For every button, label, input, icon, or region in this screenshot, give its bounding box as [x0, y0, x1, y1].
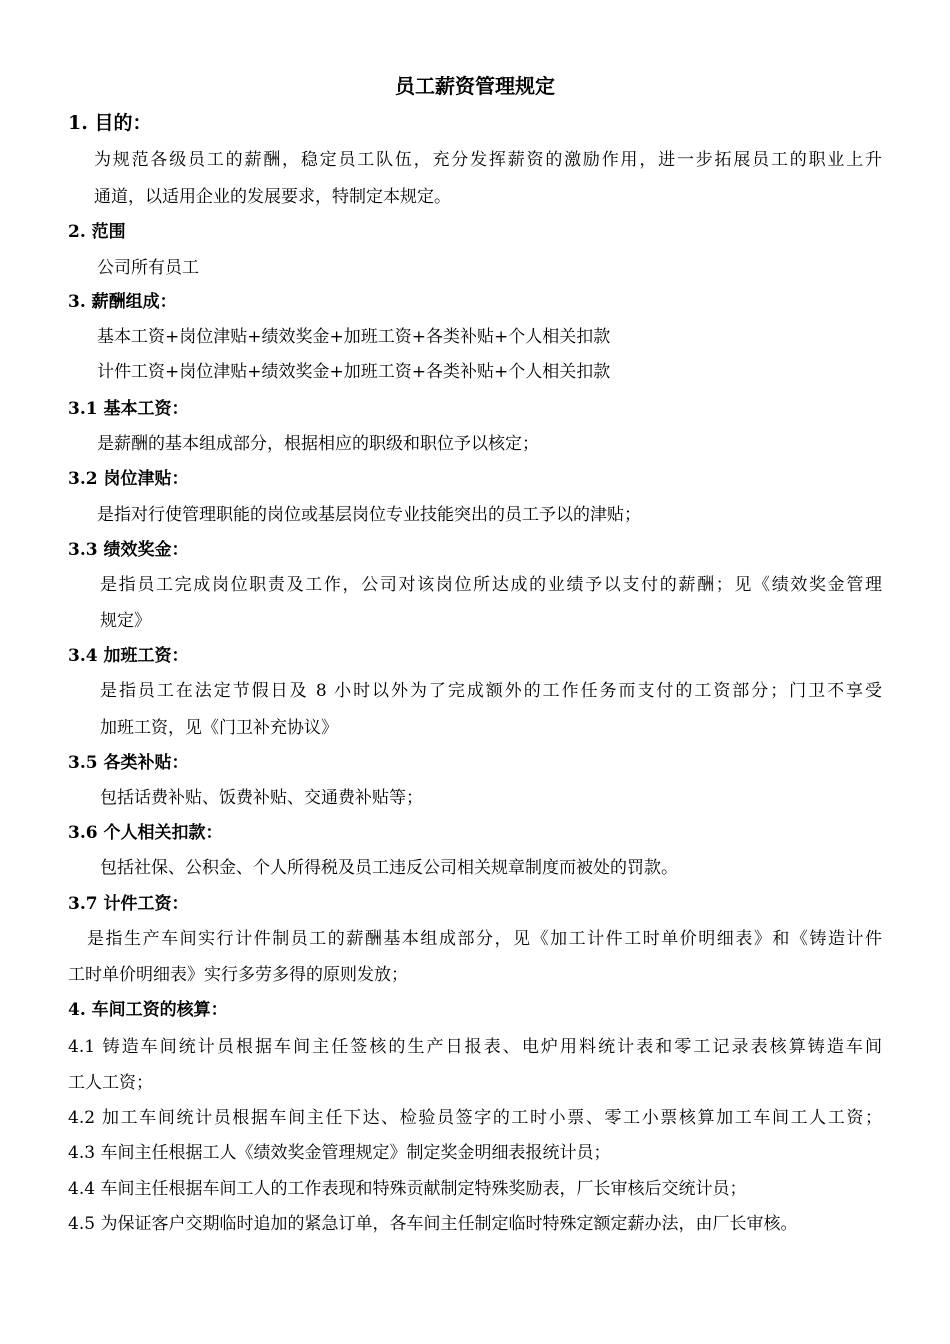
section-3-2-heading: 3.2 岗位津贴：: [68, 469, 189, 489]
section-3-4-paragraph-line-2: 加班工资，见《门卫补充协议》: [100, 718, 338, 738]
section-3-3-heading: 3.3 绩效奖金：: [68, 540, 189, 560]
section-3-5-paragraph: 包括话费补贴、饭费补贴、交通费补贴等；: [100, 788, 423, 808]
section-1-paragraph-line-2: 通道，以适用企业的发展要求，特制定本规定。: [94, 187, 451, 207]
section-4-item-5: 4.5 为保证客户交期临时追加的紧急订单，各车间主任制定临时特殊定额定薪办法，由厂长审核。: [68, 1214, 798, 1234]
section-2-paragraph: 公司所有员工: [97, 258, 199, 278]
section-1-heading: 1. 目的：: [68, 112, 152, 134]
section-3-7-paragraph-line-1: 是指生产车间实行计件制员工的薪酬基本组成部分，见《加工计件工时单价明细表》和《铸造计件: [87, 929, 882, 949]
section-3-6-paragraph: 包括社保、公积金、个人所得税及员工违反公司相关规章制度而被处的罚款。: [100, 858, 678, 878]
section-1-paragraph-line-1: 为规范各级员工的薪酬，稳定员工队伍，充分发挥薪资的激励作用，进一步拓展员工的职业上升: [94, 150, 882, 170]
section-4-item-1-line-1: 4.1 铸造车间统计员根据车间主任签核的生产日报表、电炉用料统计表和零工记录表核算铸造车间: [68, 1037, 882, 1057]
section-3-2-paragraph: 是指对行使管理职能的岗位或基层岗位专业技能突出的员工予以的津贴；: [97, 505, 641, 525]
section-4-item-1-line-2: 工人工资；: [68, 1073, 153, 1093]
section-3-6-heading: 3.6 个人相关扣款：: [68, 823, 223, 843]
section-3-1-paragraph: 是薪酬的基本组成部分，根据相应的职级和职位予以核定；: [97, 434, 539, 454]
section-3-3-paragraph-line-2: 规定》: [100, 611, 151, 631]
section-3-7-paragraph-line-2: 工时单价明细表》实行多劳多得的原则发放；: [68, 965, 408, 985]
section-3-3-paragraph-line-1: 是指员工完成岗位职责及工作，公司对该岗位所达成的业绩予以支付的薪酬；见《绩效奖金管理: [100, 575, 882, 595]
section-4-item-4: 4.4 车间主任根据车间工人的工作表现和特殊贡献制定特殊奖励表，厂长审核后交统计员；: [68, 1179, 747, 1199]
section-3-5-heading: 3.5 各类补贴：: [68, 753, 189, 773]
section-3-4-heading: 3.4 加班工资：: [68, 646, 189, 666]
page-title: 员工薪资管理规定: [395, 74, 555, 98]
section-3-formula-1: 基本工资+岗位津贴+绩效奖金+加班工资+各类补贴+个人相关扣款: [97, 327, 611, 347]
section-3-7-heading: 3.7 计件工资：: [68, 894, 189, 914]
section-3-1-heading: 3.1 基本工资：: [68, 399, 189, 419]
section-4-item-2: 4.2 加工车间统计员根据车间主任下达、检验员签字的工时小票、零工小票核算加工车间工人工资；: [68, 1108, 883, 1128]
section-2-heading: 2. 范围: [68, 222, 126, 242]
section-4-heading: 4. 车间工资的核算：: [68, 1000, 228, 1020]
section-3-formula-2: 计件工资+岗位津贴+绩效奖金+加班工资+各类补贴+个人相关扣款: [97, 362, 611, 382]
section-3-4-paragraph-line-1: 是指员工在法定节假日及 8 小时以外为了完成额外的工作任务而支付的工资部分；门卫不享受: [100, 681, 882, 701]
section-4-item-3: 4.3 车间主任根据工人《绩效奖金管理规定》制定奖金明细表报统计员；: [68, 1143, 611, 1163]
section-3-heading: 3. 薪酬组成：: [68, 292, 177, 312]
